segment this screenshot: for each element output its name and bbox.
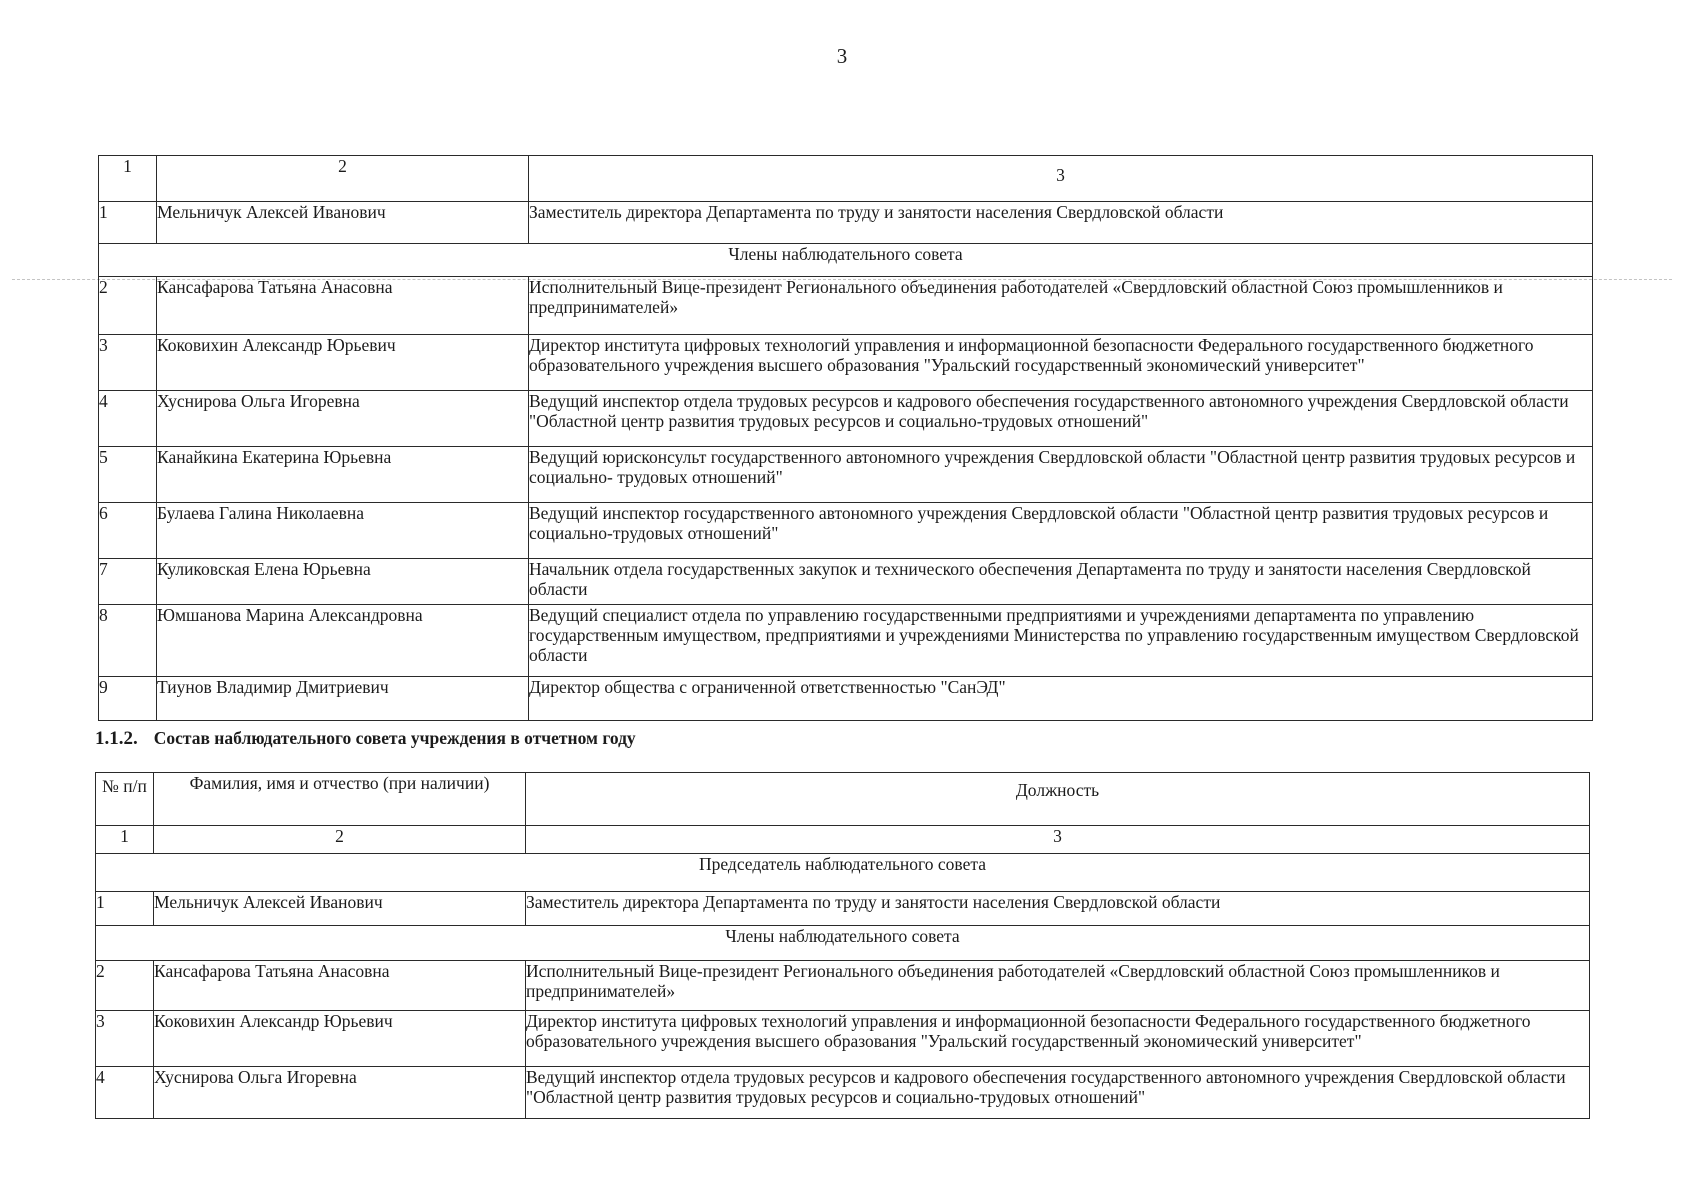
member-position: Ведущий инспектор государственного автономного учреждения Свердловской области "Областной центр развития трудовых ресурсов и социально-трудовых отношений" [529, 503, 1593, 559]
table-row [96, 1011, 1590, 1067]
supervisory-board-table-current [95, 772, 1590, 1119]
column-number-row [99, 156, 1593, 202]
row-number: 1 [96, 892, 154, 926]
page-number: 3 [836, 44, 848, 68]
row-number: 7 [99, 559, 157, 605]
member-name: Коковихин Александр Юрьевич [157, 335, 529, 391]
column-number-2: 2 [157, 156, 529, 202]
member-position: Ведущий инспектор отдела трудовых ресурсов и кадрового обеспечения государственного автономного учреждения Свердловской области "Областной центр развития трудовых ресурсов и социально-трудовых отношений" [526, 1067, 1590, 1119]
row-number: 6 [99, 503, 157, 559]
member-name: Юмшанова Марина Александровна [157, 605, 529, 677]
section-row [96, 926, 1590, 961]
subsection-title: Состав наблюдательного совета учреждения в отчетном году [153, 728, 636, 748]
table-header-row [96, 773, 1590, 826]
row-number: 3 [99, 335, 157, 391]
subsection-heading [95, 728, 636, 750]
column-header-name: Фамилия, имя и отчество (при наличии) [154, 773, 526, 826]
table-row [96, 961, 1590, 1011]
member-position: Заместитель директора Департамента по труду и занятости населения Свердловской области [526, 892, 1590, 926]
column-number-3: 3 [529, 156, 1593, 202]
member-name: Тиунов Владимир Дмитриевич [157, 677, 529, 721]
section-title-chair: Председатель наблюдательного совета [96, 854, 1590, 892]
table-row [96, 892, 1590, 926]
supervisory-board-table-previous [98, 155, 1593, 721]
row-number: 9 [99, 677, 157, 721]
column-number-1: 1 [96, 826, 154, 854]
table-row [99, 605, 1593, 677]
row-number: 1 [99, 202, 157, 244]
section-title-members: Члены наблюдательного совета [99, 244, 1593, 277]
member-position: Директор общества с ограниченной ответственностью "СанЭД" [529, 677, 1593, 721]
subsection-number: 1.1.2. [95, 728, 138, 749]
column-number-row [96, 826, 1590, 854]
member-name: Кансафарова Татьяна Анасовна [154, 961, 526, 1011]
member-name: Кансафарова Татьяна Анасовна [157, 277, 529, 335]
row-number: 3 [96, 1011, 154, 1067]
member-position: Заместитель директора Департамента по труду и занятости населения Свердловской области [529, 202, 1593, 244]
row-number: 4 [96, 1067, 154, 1119]
table-row [99, 447, 1593, 503]
table-row [99, 391, 1593, 447]
member-name: Хуснирова Ольга Игоревна [154, 1067, 526, 1119]
member-position: Исполнительный Вице-президент Регионального объединения работодателей «Свердловский областной Союз промышленников и предпринимателей» [526, 961, 1590, 1011]
row-number: 2 [99, 277, 157, 335]
table-row [99, 503, 1593, 559]
member-position: Исполнительный Вице-президент Регионального объединения работодателей «Свердловский областной Союз промышленников и предпринимателей» [529, 277, 1593, 335]
row-number: 8 [99, 605, 157, 677]
table-row [96, 1067, 1590, 1119]
member-name: Канайкина Екатерина Юрьевна [157, 447, 529, 503]
member-position: Ведущий юрисконсульт государственного автономного учреждения Свердловской области "Областной центр развития трудовых ресурсов и социально- трудовых отношений" [529, 447, 1593, 503]
column-header-number: № п/п [96, 773, 154, 826]
table-row [99, 677, 1593, 721]
member-name: Мельничук Алексей Иванович [157, 202, 529, 244]
member-name: Куликовская Елена Юрьевна [157, 559, 529, 605]
row-number: 2 [96, 961, 154, 1011]
member-position: Начальник отдела государственных закупок и технического обеспечения Департамента по труду и занятости населения Свердловской области [529, 559, 1593, 605]
table-row [99, 335, 1593, 391]
member-position: Ведущий специалист отдела по управлению государственными предприятиями и учреждениями департамента по управлению государственным имуществом, предприятиями и учреждениями Министерства по управлению государственным имуществом Свердловской области [529, 605, 1593, 677]
column-header-position: Должность [526, 773, 1590, 826]
table-row [99, 277, 1593, 335]
row-number: 5 [99, 447, 157, 503]
member-name: Коковихин Александр Юрьевич [154, 1011, 526, 1067]
section-row [99, 244, 1593, 277]
member-name: Хуснирова Ольга Игоревна [157, 391, 529, 447]
member-name: Мельничук Алексей Иванович [154, 892, 526, 926]
row-number: 4 [99, 391, 157, 447]
member-position: Директор института цифровых технологий управления и информационной безопасности Федерального государственного бюджетного образовательного учреждения высшего образования "Уральский государственный экономический университет" [529, 335, 1593, 391]
section-row [96, 854, 1590, 892]
section-title-members: Члены наблюдательного совета [96, 926, 1590, 961]
column-number-2: 2 [154, 826, 526, 854]
member-position: Ведущий инспектор отдела трудовых ресурсов и кадрового обеспечения государственного автономного учреждения Свердловской области "Областной центр развития трудовых ресурсов и социально-трудовых отношений" [529, 391, 1593, 447]
column-number-3: 3 [526, 826, 1590, 854]
table-row [99, 202, 1593, 244]
column-number-1: 1 [99, 156, 157, 202]
member-name: Булаева Галина Николаевна [157, 503, 529, 559]
table-row [99, 559, 1593, 605]
member-position: Директор института цифровых технологий управления и информационной безопасности Федерального государственного бюджетного образовательного учреждения высшего образования "Уральский государственный экономический университет" [526, 1011, 1590, 1067]
